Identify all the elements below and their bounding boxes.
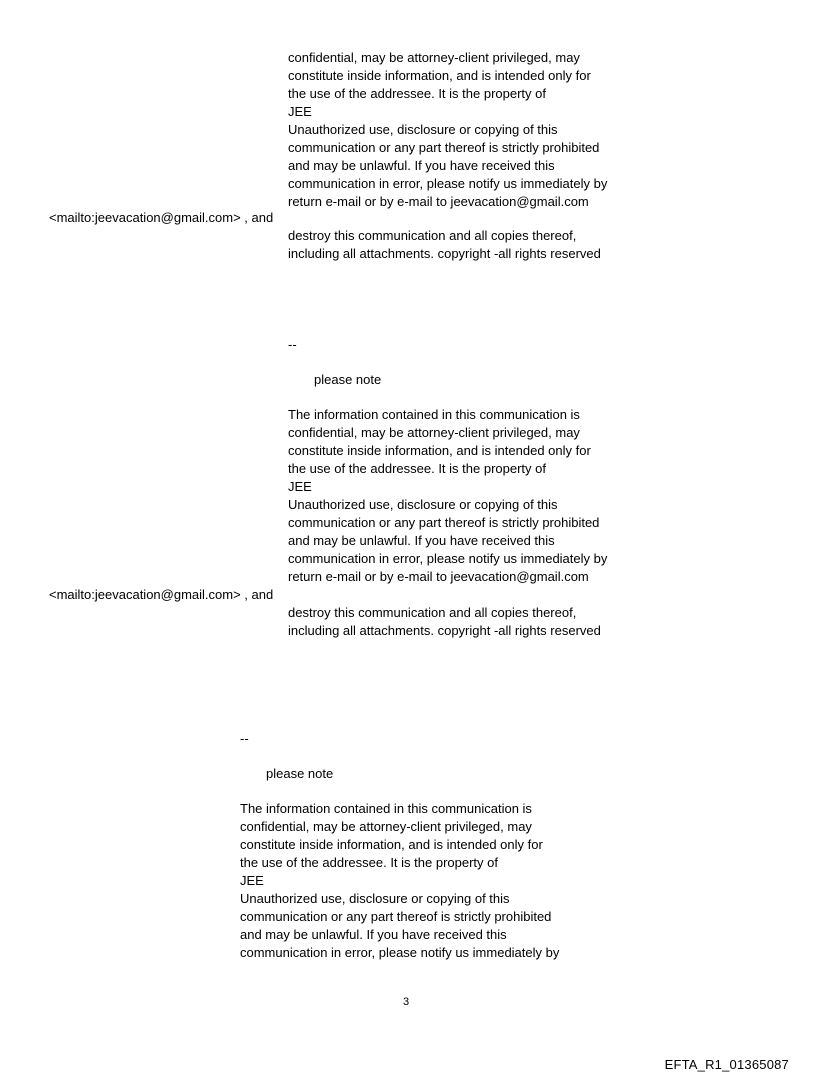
document-id: EFTA_R1_01365087 (664, 1057, 789, 1072)
text-line: return e-mail or by e-mail to jeevacation@gmail.com (288, 194, 589, 209)
block1-body-bottom (288, 227, 601, 263)
text-line: Unauthorized use, disclosure or copying of this (288, 497, 558, 512)
text-line: The information contained in this communication is (240, 801, 532, 816)
text-line: communication or any part thereof is strictly prohibited (240, 909, 552, 924)
text-line: JEE (288, 479, 312, 494)
text-line: constitute inside information, and is intended only for (288, 443, 591, 458)
text-line: and may be unlawful. If you have received this (240, 927, 507, 942)
text-line: destroy this communication and all copies thereof, (288, 228, 577, 243)
text-line: the use of the addressee. It is the property of (240, 855, 498, 870)
page-number: 3 (403, 996, 410, 1008)
text-line: confidential, may be attorney-client privileged, may (240, 819, 532, 834)
text-line: JEE (240, 873, 264, 888)
block3-separator: -- (240, 731, 249, 746)
text-line: return e-mail or by e-mail to jeevacation@gmail.com (288, 569, 589, 584)
text-line: Unauthorized use, disclosure or copying of this (240, 891, 510, 906)
text-line: including all attachments. copyright -all rights reserved (288, 246, 601, 261)
text-line: constitute inside information, and is intended only for (240, 837, 543, 852)
text-line: confidential, may be attorney-client privileged, may (288, 425, 580, 440)
text-line: the use of the addressee. It is the property of (288, 86, 546, 101)
text-line: communication or any part thereof is strictly prohibited (288, 515, 600, 530)
block2-please-note: please note (314, 372, 382, 387)
text-line: including all attachments. copyright -all rights reserved (288, 623, 601, 638)
text-line: constitute inside information, and is intended only for (288, 68, 591, 83)
block3-please-note: please note (266, 766, 334, 781)
block2-separator: -- (288, 337, 297, 352)
block3-body (240, 800, 559, 962)
text-line: communication in error, please notify us immediately by (288, 551, 608, 566)
text-line: confidential, may be attorney-client privileged, may (288, 50, 580, 65)
text-line: communication in error, please notify us immediately by (288, 176, 608, 191)
text-line: destroy this communication and all copies thereof, (288, 605, 577, 620)
block1-body-top (288, 49, 607, 211)
block1-mailto-link[interactable]: <mailto:jeevacation@gmail.com> , and (49, 210, 274, 225)
text-line: the use of the addressee. It is the property of (288, 461, 546, 476)
text-line: JEE (288, 104, 312, 119)
block2-mailto-link[interactable]: <mailto:jeevacation@gmail.com> , and (49, 587, 274, 602)
text-line: communication or any part thereof is strictly prohibited (288, 140, 600, 155)
text-line: and may be unlawful. If you have received this (288, 533, 555, 548)
block2-body-bottom (288, 604, 601, 640)
text-line: and may be unlawful. If you have received this (288, 158, 555, 173)
text-line: communication in error, please notify us immediately by (240, 945, 560, 960)
text-line: Unauthorized use, disclosure or copying of this (288, 122, 558, 137)
block2-body-top (288, 406, 607, 586)
text-line: The information contained in this communication is (288, 407, 580, 422)
